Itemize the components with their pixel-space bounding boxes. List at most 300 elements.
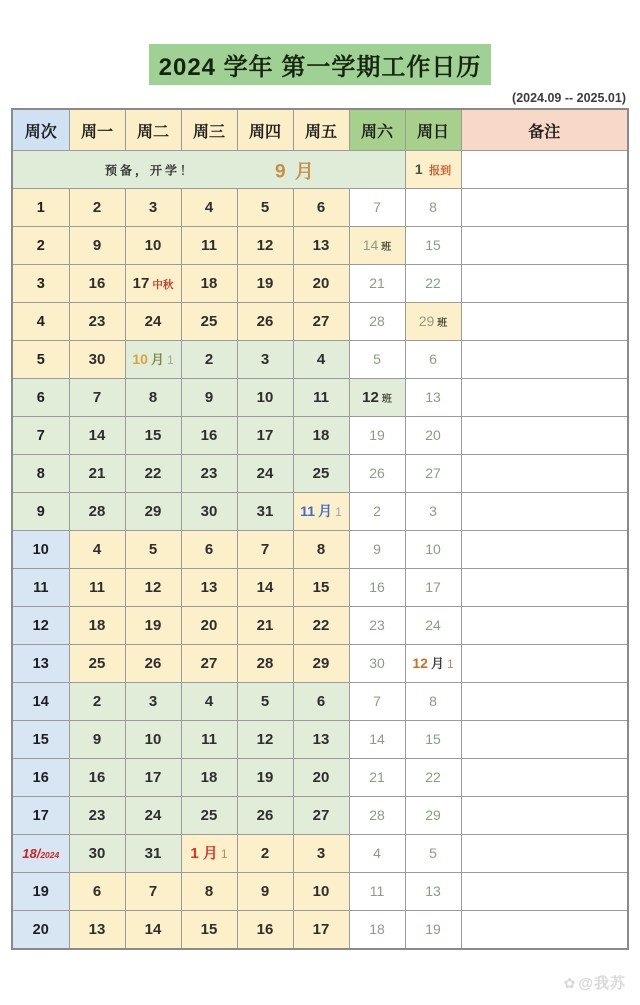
cell-text: 27 [312, 806, 330, 824]
cell-text: 27 [200, 654, 218, 672]
day-cell-thu [237, 227, 293, 265]
cell-text: 3 [148, 198, 158, 216]
cell-text: 20 [425, 426, 441, 443]
day-cell-thu [237, 721, 293, 759]
cell-text: 6 [429, 350, 437, 367]
day-cell-sun [405, 607, 461, 645]
cell-text: 5 [260, 692, 270, 710]
cell-text: 21 [369, 274, 385, 291]
cell-text: 26 [144, 654, 162, 672]
day-cell-sun [405, 683, 461, 721]
day-cell-thu [237, 759, 293, 797]
cell-text: 12 [256, 730, 274, 748]
cell-text: 23 [88, 312, 106, 330]
watermark-text: @我苏 [578, 975, 626, 992]
day-cell-mon [69, 379, 125, 417]
day-cell-mon [69, 607, 125, 645]
cell-text: 2 [373, 502, 381, 519]
day-cell-tue [125, 911, 181, 950]
week-row-17 [12, 797, 628, 835]
day-cell-sat [349, 493, 405, 531]
week-number-cell: 5 [12, 341, 69, 379]
week-number-cell: 7 [12, 417, 69, 455]
cell-text: 2 [204, 350, 214, 368]
cell-text: 27 [425, 464, 441, 481]
cell-text: 1 [220, 846, 228, 861]
cell-text: 21 [369, 768, 385, 785]
cell-text: 10 [256, 388, 274, 406]
day-cell-sat [349, 341, 405, 379]
cell-text: 6 [316, 198, 326, 216]
remark-cell [461, 873, 628, 911]
cell-text: 25 [312, 464, 330, 482]
week-number-cell: 20 [12, 911, 69, 950]
day-cell-thu [237, 873, 293, 911]
day-cell-mon [69, 341, 125, 379]
week-row-15 [12, 721, 628, 759]
remark-cell [461, 379, 628, 417]
day-cell-sun [405, 227, 461, 265]
watermark-logo-icon: ✿ [563, 975, 577, 991]
cell-text: 9 [92, 236, 102, 254]
cell-text: 22 [425, 274, 441, 291]
remark-cell [461, 721, 628, 759]
day-cell-thu [237, 189, 293, 227]
cell-text: 10 [132, 350, 148, 367]
cell-text: 25 [200, 806, 218, 824]
cell-text: 19 [256, 768, 274, 786]
cell-text: 7 [260, 540, 270, 558]
remark-cell [461, 341, 628, 379]
day-cell-sat [349, 227, 405, 265]
cell-text: 16 [256, 920, 274, 938]
cell-text: 22 [425, 768, 441, 785]
cell-text: 10 [144, 236, 162, 254]
week-row-7 [12, 417, 628, 455]
remark-cell [461, 227, 628, 265]
cell-text: 29 [312, 654, 330, 672]
cell-text: 24 [425, 616, 441, 633]
cell-text: 16 [88, 274, 106, 292]
cell-text: 17 [144, 768, 162, 786]
day-cell-fri [293, 645, 349, 683]
cell-text: 月 [318, 502, 333, 519]
day-cell-thu [237, 493, 293, 531]
day-cell-mon [69, 265, 125, 303]
remark-cell [461, 455, 628, 493]
day-cell-thu [237, 265, 293, 303]
remark-cell [461, 759, 628, 797]
day-cell-mon [69, 531, 125, 569]
day-cell-sat [349, 645, 405, 683]
day-cell-sat [349, 303, 405, 341]
day-cell-thu [237, 835, 293, 873]
cell-text: 30 [88, 350, 106, 368]
cell-text: 17 [425, 578, 441, 595]
cell-text: 4 [204, 692, 214, 710]
day-cell-thu [237, 341, 293, 379]
day-cell-tue [125, 493, 181, 531]
cell-text: 1 [446, 656, 454, 671]
cell-text: 26 [256, 806, 274, 824]
day-cell-mon [69, 303, 125, 341]
cell-text: 6 [316, 692, 326, 710]
cell-text: 1 [166, 352, 174, 367]
day-cell-fri [293, 797, 349, 835]
cell-text: 班 [381, 241, 392, 253]
cell-text: 18 [200, 768, 218, 786]
day-cell-sun [405, 759, 461, 797]
cell-text: 11 [300, 502, 316, 519]
cell-text: 13 [425, 388, 441, 405]
week-row-10 [12, 531, 628, 569]
week-number-cell: 16 [12, 759, 69, 797]
month-banner-row [12, 151, 628, 189]
cell-text: 22 [312, 616, 330, 634]
day-cell-wed [181, 417, 237, 455]
day-cell-thu [237, 569, 293, 607]
day-cell-tue [125, 379, 181, 417]
day-cell-thu [237, 607, 293, 645]
day-cell-wed [181, 569, 237, 607]
day-cell-sat [349, 189, 405, 227]
day-cell-tue [125, 227, 181, 265]
cell-text: 8 [148, 388, 158, 406]
week-row-5 [12, 341, 628, 379]
remark-cell [461, 835, 628, 873]
day-cell-fri [293, 531, 349, 569]
cell-text: 14 [362, 236, 379, 253]
watermark [564, 972, 626, 993]
day-cell-sat [349, 265, 405, 303]
cell-text: 3 [260, 350, 270, 368]
cell-text: 11 [313, 388, 329, 406]
remark-cell [461, 607, 628, 645]
week-number-cell: 6 [12, 379, 69, 417]
day-cell-thu [237, 911, 293, 950]
day-cell-wed [181, 911, 237, 950]
cell-text: 14 [144, 920, 162, 938]
cell-text: 13 [312, 236, 330, 254]
cell-text: 9 [92, 730, 102, 748]
cell-text: 31 [256, 502, 274, 520]
day-cell-fri [293, 493, 349, 531]
cell-text: 8 [204, 882, 214, 900]
day-cell-sun [405, 873, 461, 911]
day-cell-mon [69, 683, 125, 721]
week-number-cell: 1 [12, 189, 69, 227]
cell-text: 20 [312, 768, 330, 786]
cell-text: 10 [144, 730, 162, 748]
cell-text: 12 [412, 654, 428, 671]
week-number-cell: 15 [12, 721, 69, 759]
week-number-cell: 4 [12, 303, 69, 341]
day-cell-sat [349, 721, 405, 759]
cell-text: 7 [373, 198, 381, 215]
cell-text: 4 [204, 198, 214, 216]
day-cell-sat [349, 835, 405, 873]
day-cell-tue [125, 797, 181, 835]
day-cell-sat [349, 683, 405, 721]
day-cell-sat [349, 607, 405, 645]
day-cell-sun [405, 569, 461, 607]
cell-text: 15 [425, 730, 441, 747]
week-row-20 [12, 911, 628, 950]
cell-text: 11 [201, 730, 217, 748]
day-cell-sat [349, 379, 405, 417]
day-cell-tue [125, 189, 181, 227]
day-cell-wed [181, 189, 237, 227]
day-cell-wed [181, 265, 237, 303]
day-cell-fri [293, 265, 349, 303]
day-cell-tue [125, 645, 181, 683]
cell-text: 28 [88, 502, 106, 520]
cell-text: 26 [256, 312, 274, 330]
cell-text: 18 [88, 616, 106, 634]
cell-text: 28 [256, 654, 274, 672]
week-number-cell: 12 [12, 607, 69, 645]
cell-text: 18 [369, 920, 385, 937]
cell-text: 21 [88, 464, 106, 482]
day-cell-sun [405, 835, 461, 873]
day-cell-wed [181, 835, 237, 873]
cell-text: 2 [92, 198, 102, 216]
day-cell-tue [125, 607, 181, 645]
cell-text: 10 [312, 882, 330, 900]
day-cell-mon [69, 873, 125, 911]
day-cell-tue [125, 569, 181, 607]
week-number-cell: 3 [12, 265, 69, 303]
day-cell-tue [125, 683, 181, 721]
cell-text: 3 [429, 502, 437, 519]
cell-text: 4 [92, 540, 102, 558]
day-cell-thu [237, 683, 293, 721]
cell-text: 16 [200, 426, 218, 444]
cell-text: 27 [312, 312, 330, 330]
cell-text: 13 [312, 730, 330, 748]
cell-text: 8 [429, 198, 437, 215]
cell-text: 23 [88, 806, 106, 824]
day-cell-fri [293, 721, 349, 759]
day-cell-tue [125, 531, 181, 569]
cell-text: 17 [132, 274, 150, 292]
day-cell-mon [69, 227, 125, 265]
cell-text: 16 [88, 768, 106, 786]
cell-text: 30 [200, 502, 218, 520]
remark-cell [461, 645, 628, 683]
week-row-2 [12, 227, 628, 265]
day-cell-tue [125, 455, 181, 493]
cell-text: 13 [425, 882, 441, 899]
day-cell-sun [405, 417, 461, 455]
page-title [0, 44, 640, 85]
cell-text: 8 [316, 540, 326, 558]
week-number-handwritten-year: 2024 [40, 849, 60, 860]
day-cell-wed [181, 683, 237, 721]
cell-text: 19 [256, 274, 274, 292]
day-cell-tue [125, 417, 181, 455]
remark-cell [461, 303, 628, 341]
day-cell-mon [69, 835, 125, 873]
day-cell-wed [181, 493, 237, 531]
day-cell-sat [349, 873, 405, 911]
week-row-19 [12, 873, 628, 911]
cell-text: 25 [88, 654, 106, 672]
cell-text: 25 [200, 312, 218, 330]
day-cell-thu [237, 645, 293, 683]
cell-text: 29 [418, 312, 435, 329]
day-cell-thu [237, 379, 293, 417]
day-cell-sun [405, 721, 461, 759]
week-number-cell: 13 [12, 645, 69, 683]
day-cell-mon [69, 645, 125, 683]
cell-text: 12 [256, 236, 274, 254]
cell-text: 7 [148, 882, 158, 900]
day-cell-sat [349, 531, 405, 569]
cell-text: 30 [88, 844, 106, 862]
day-cell-tue [125, 759, 181, 797]
week-number-cell: 14 [12, 683, 69, 721]
cell-text: 1 月 [190, 844, 218, 862]
cell-text: 5 [429, 844, 437, 861]
day-cell-mon [69, 759, 125, 797]
cell-text: 9 [260, 882, 270, 900]
day-cell-wed [181, 873, 237, 911]
cell-text: 11 [89, 578, 105, 596]
week-number-cell: 8 [12, 455, 69, 493]
day-cell-thu [237, 303, 293, 341]
cell-text: 24 [144, 806, 162, 824]
day-cell-fri [293, 759, 349, 797]
day-cell-mon [69, 493, 125, 531]
cell-text: 21 [256, 616, 274, 634]
cell-text: 19 [369, 426, 385, 443]
header-wed: 周三 [181, 109, 237, 151]
day-cell-sat [349, 911, 405, 950]
day-cell-mon [69, 455, 125, 493]
day-cell-tue [125, 721, 181, 759]
day-cell-fri [293, 189, 349, 227]
day-cell-thu [237, 531, 293, 569]
remark-cell [461, 531, 628, 569]
day-cell-tue [125, 341, 181, 379]
semester-start-note: 预备，开学！ [105, 163, 196, 177]
cell-text: 11 [369, 882, 385, 899]
day-cell-sun [405, 493, 461, 531]
day-cell-thu [237, 797, 293, 835]
cell-text: 28 [369, 312, 385, 329]
cell-text: 3 [316, 844, 326, 862]
remark-cell [461, 797, 628, 835]
cell-text: 5 [373, 350, 381, 367]
cell-text: 23 [200, 464, 218, 482]
day-cell-fri [293, 227, 349, 265]
cell-text: 15 [144, 426, 162, 444]
week-row-13 [12, 645, 628, 683]
day-cell-sun [405, 303, 461, 341]
day-cell-mon [69, 797, 125, 835]
week-row-3 [12, 265, 628, 303]
remark-cell [461, 151, 628, 189]
cell-text: 12 [144, 578, 162, 596]
cell-text: 6 [204, 540, 214, 558]
week-row-8 [12, 455, 628, 493]
week-row-12 [12, 607, 628, 645]
cell-text: 中秋 [152, 278, 174, 291]
day-cell-sun [405, 265, 461, 303]
remark-cell [461, 683, 628, 721]
day-cell-fri [293, 835, 349, 873]
september-1-report-cell [405, 151, 461, 189]
week-row-16 [12, 759, 628, 797]
day-cell-sat [349, 455, 405, 493]
header-mon: 周一 [69, 109, 125, 151]
week-number-handwritten: 18/ [22, 845, 41, 861]
remark-cell [461, 569, 628, 607]
cell-text: 2 [92, 692, 102, 710]
cell-text: 20 [200, 616, 218, 634]
calendar-table [11, 108, 629, 950]
header-tue: 周二 [125, 109, 181, 151]
day-cell-sat [349, 417, 405, 455]
cell-text: 18 [312, 426, 330, 444]
day-cell-sat [349, 759, 405, 797]
cell-text: 9 [373, 540, 381, 557]
cell-text: 30 [369, 654, 385, 671]
day-cell-fri [293, 341, 349, 379]
cell-text: 17 [256, 426, 274, 444]
day-cell-wed [181, 227, 237, 265]
header-thu: 周四 [237, 109, 293, 151]
remark-cell [461, 417, 628, 455]
day-cell-sun [405, 455, 461, 493]
cell-text: 15 [312, 578, 330, 596]
day-cell-mon [69, 911, 125, 950]
cell-text: 24 [144, 312, 162, 330]
cell-text: 6 [92, 882, 102, 900]
day-cell-thu [237, 417, 293, 455]
day-cell-mon [69, 417, 125, 455]
cell-text: 13 [200, 578, 218, 596]
day-cell-fri [293, 455, 349, 493]
header-sat: 周六 [349, 109, 405, 151]
report-day-tag: 报到 [429, 164, 452, 177]
cell-text: 4 [373, 844, 381, 861]
week-row-4 [12, 303, 628, 341]
cell-text: 1 [335, 504, 342, 519]
week-number-cell: 9 [12, 493, 69, 531]
day-cell-fri [293, 911, 349, 950]
cell-text: 13 [88, 920, 106, 938]
week-number-cell: 11 [12, 569, 69, 607]
cell-text: 23 [369, 616, 385, 633]
cell-text: 14 [88, 426, 106, 444]
september-banner-cell [12, 151, 405, 189]
week-number-cell [12, 835, 69, 873]
day-cell-wed [181, 797, 237, 835]
cell-text: 19 [144, 616, 162, 634]
cell-text: 24 [256, 464, 274, 482]
week-row-14 [12, 683, 628, 721]
day-cell-tue [125, 265, 181, 303]
week-row-6 [12, 379, 628, 417]
day-cell-mon [69, 721, 125, 759]
day-cell-thu [237, 455, 293, 493]
cell-text: 14 [256, 578, 274, 596]
day-cell-wed [181, 379, 237, 417]
day-cell-sat [349, 797, 405, 835]
cell-text: 4 [316, 350, 326, 368]
